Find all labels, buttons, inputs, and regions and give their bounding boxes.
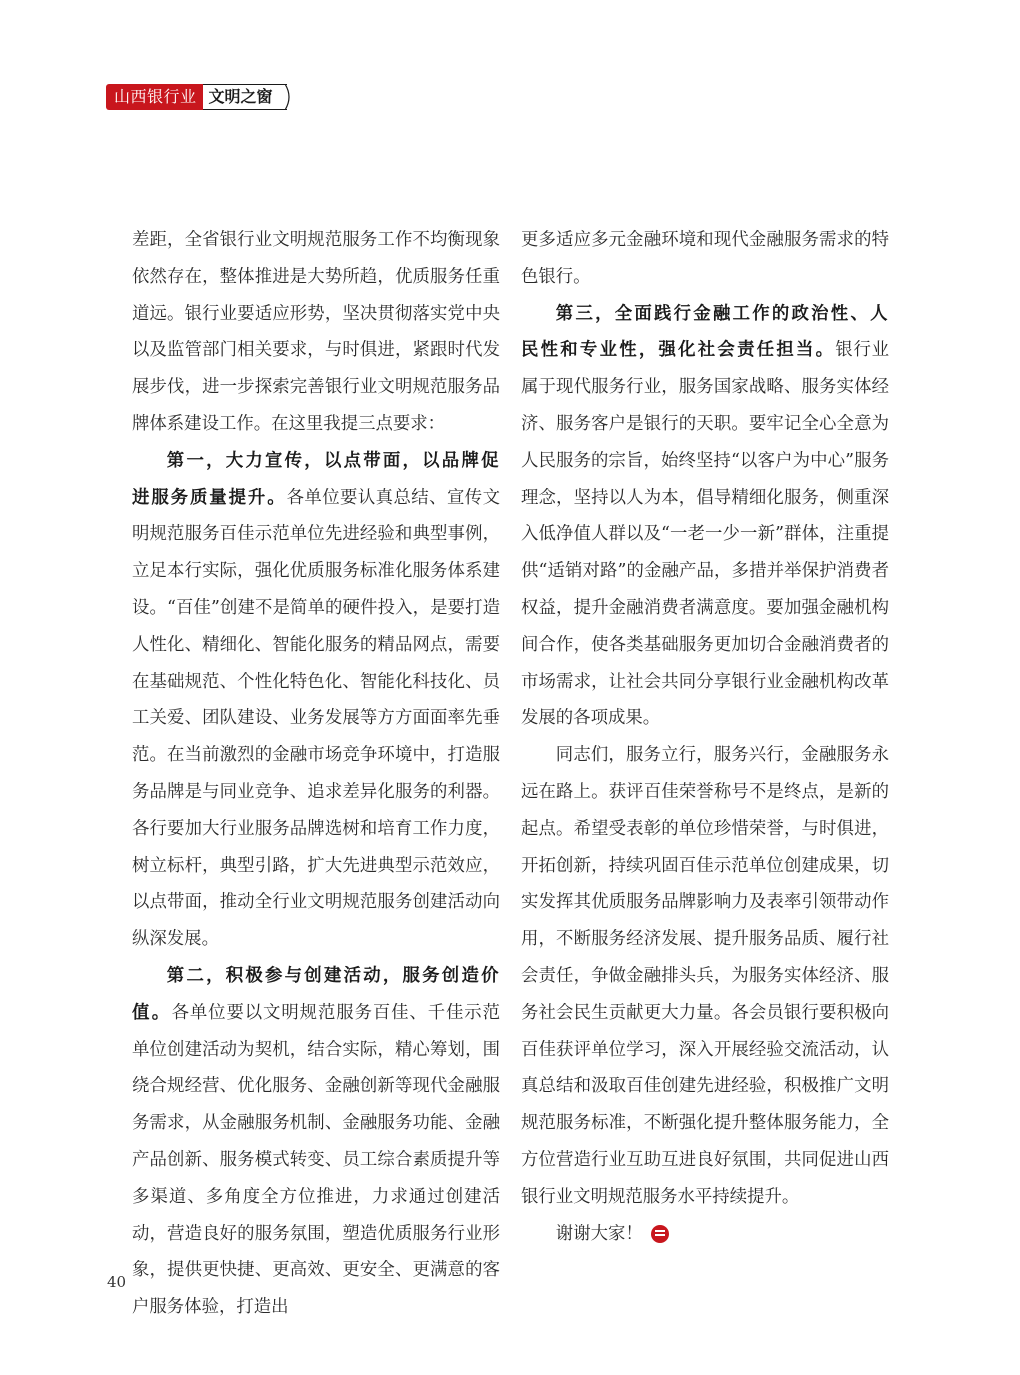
closing-line (521, 1216, 889, 1253)
right-column (521, 222, 889, 1252)
left-paragraph-3-body: 各单位要以文明规范服务百佳、千佳示范单位创建活动为契机，结合实际，精心筹划，围绕合规经营、优化服务、金融创新等现代金融服务需求，从金融服务机制、金融服务功能、金融产品创新、服务模式转变、员工综合素质提升等多渠道、多角度全方位推进，力求通过创建活动，营造良好的服务氛围，塑造优质服务行业形象，提供更快捷、更高效、更安全、更满意的客户服务体验，打造出 (132, 1002, 500, 1318)
right-paragraph-2-lead: 第三，全面践行金融工作的政治性、人民性和专业性，强化社会责任担当。 (521, 303, 889, 361)
left-paragraph-2-body: 各单位要认真总结、宣传文明规范服务百佳示范单位先进经验和典型事例，立足本行实际，强化优质服务标准化服务体系建设。“百佳”创建不是简单的硬件投入，是要打造人性化、精细化、智能化服务的精品网点，需要在基础规范、个性化特色化、智能化科技化、员工关爱、团队建设、业务发展等方方面面率先垂范。在当前激烈的金融市场竞争环境中，打造服务品牌是与同业竞争、追求差异化服务的利器。各行要加大行业服务品牌选树和培育工作力度，树立标杆，典型引路，扩大先进典型示范效应，以点带面，推动全行业文明规范服务创建活动向纵深发展。 (132, 487, 500, 950)
section-label-secondary-text: 文明之窗 (208, 87, 273, 106)
end-mark-icon (651, 1225, 669, 1243)
left-column (132, 222, 500, 1326)
left-paragraph-3 (132, 958, 500, 1326)
right-paragraph-3: 同志们，服务立行，服务兴行，金融服务永远在路上。获评百佳荣誉称号不是终点，是新的起点。希望受表彰的单位珍惜荣誉，与时俱进，开拓创新，持续巩固百佳示范单位创建成果，切实发挥其优质服务品牌影响力及表率引领带动作用，不断服务经济发展、提升服务品质、履行社会责任，争做金融排头兵，为服务实体经济、服务社会民生贡献更大力量。各会员银行要积极向百佳获评单位学习，深入开展经验交流活动，认真总结和汲取百佳创建先进经验，积极推广文明规范服务标准，不断强化提升整体服务能力，全方位营造行业互助互进良好氛围，共同促进山西银行业文明规范服务水平持续提升。 (521, 745, 889, 1207)
left-paragraph-3-lead: 第二，积极参与创建活动，服务创造价值。 (132, 965, 500, 1023)
section-header (106, 84, 287, 110)
header-tab-curve-icon (285, 84, 293, 110)
left-paragraph-2 (132, 443, 500, 958)
left-paragraph-2-lead: 第一，大力宣传，以点带面，以品牌促进服务质量提升。 (132, 450, 500, 508)
right-paragraph-2 (521, 296, 889, 738)
page-number: 40 (107, 1273, 127, 1291)
right-paragraph-2-body: 银行业属于现代服务行业，服务国家战略、服务实体经济、服务客户是银行的天职。要牢记全心全意为人民服务的宗旨，始终坚持“以客户为中心”服务理念，坚持以人为本，倡导精细化服务，侧重深入低净值人群以及“一老一少一新”群体，注重提供“适销对路”的金融产品，多措并举保护消费者权益，提升金融消费者满意度。要加强金融机构间合作，使各类基础服务更加切合金融消费者的市场需求，让社会共同分享银行业金融机构改革发展的各项成果。 (521, 340, 889, 729)
closing-text: 谢谢大家！ (555, 1223, 643, 1244)
left-paragraph-1: 差距，全省银行业文明规范服务工作不均衡现象依然存在，整体推进是大势所趋，优质服务任重道远。银行业要适应形势，坚决贯彻落实党中央以及监管部门相关要求，与时俱进，紧跟时代发展步伐，进一步探索完善银行业文明规范服务品牌体系建设工作。在这里我提三点要求： (132, 230, 500, 434)
section-label-primary: 山西银行业 (106, 84, 203, 110)
section-label-secondary (203, 84, 287, 110)
right-paragraph-1: 更多适应多元金融环境和现代金融服务需求的特色银行。 (521, 230, 889, 287)
